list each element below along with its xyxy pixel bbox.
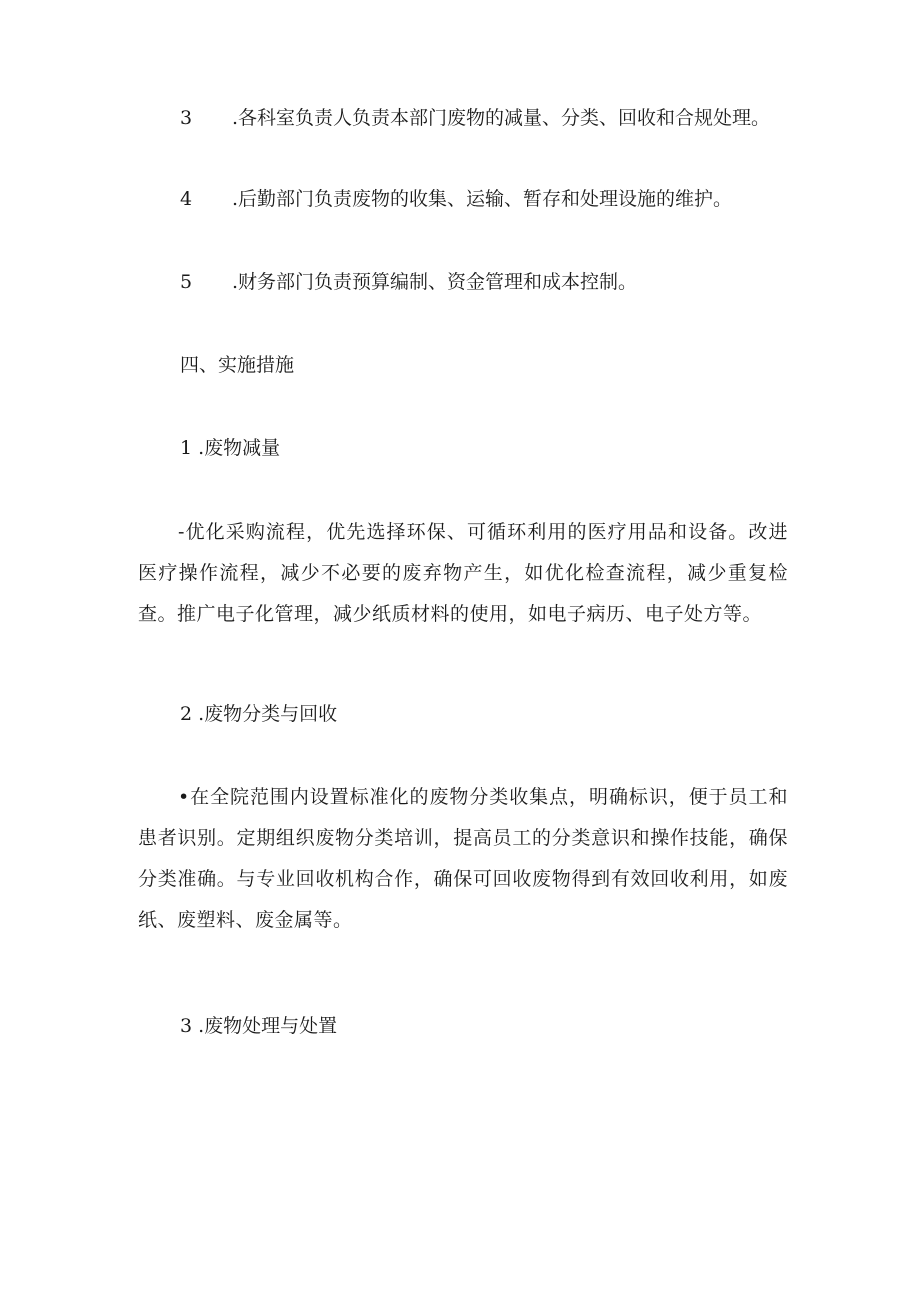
- subsection-heading-1: 1 .废物减量: [180, 437, 281, 459]
- subsection-heading-3: 3 .废物处理与处置: [180, 1015, 338, 1037]
- item-number: 5: [180, 271, 193, 293]
- item-text: .各科室负责人负责本部门废物的减量、分类、回收和合规处理。: [232, 107, 771, 129]
- item-text: .财务部门负责预算编制、资金管理和成本控制。: [232, 271, 638, 293]
- subsection-body-1: -优化采购流程，优先选择环保、可循环利用的医疗用品和设备。改进医疗操作流程，减少不必要的废弃物产生，如优化检查流程，减少重复检查。推广电子化管理，减少纸质材料的使用，如电子病历、电子处方等。: [138, 521, 788, 625]
- section-heading: 四、实施措施: [180, 354, 295, 376]
- subsection-heading-2: 2 .废物分类与回收: [180, 703, 338, 725]
- item-number: 3: [180, 107, 193, 129]
- item-text: .后勤部门负责废物的收集、运输、暂存和处理设施的维护。: [232, 188, 733, 210]
- subsection-body-2: •在全院范围内设置标准化的废物分类收集点，明确标识，便于员工和患者识别。定期组织废物分类培训，提高员工的分类意识和操作技能，确保分类准确。与专业回收机构合作，确保可回收废物得到有效回收利用，如废纸、废塑料、废金属等。: [138, 786, 788, 931]
- item-number: 4: [180, 188, 193, 210]
